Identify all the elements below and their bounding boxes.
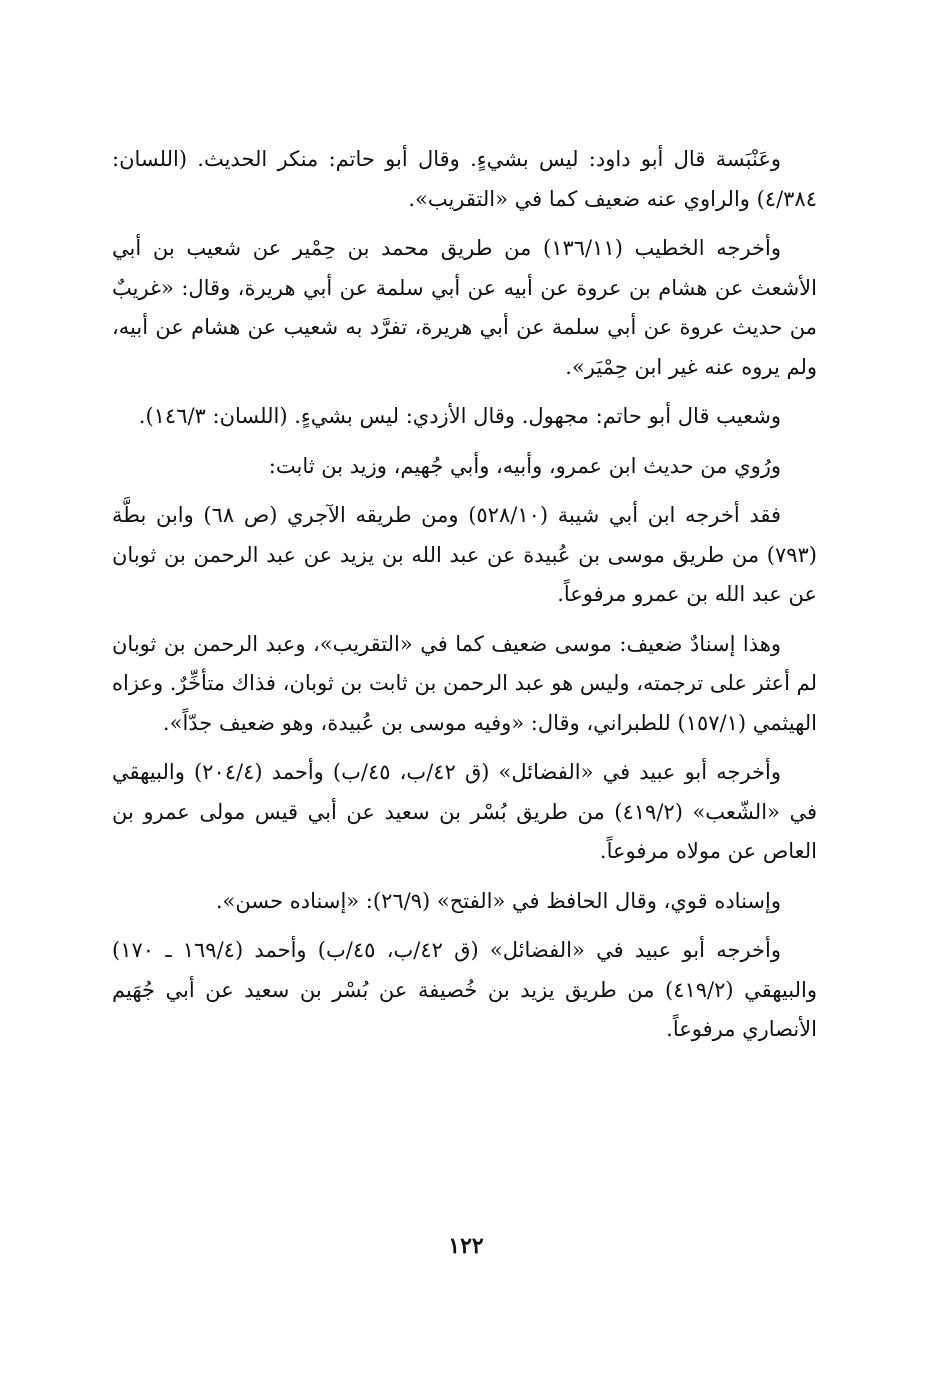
paragraph-4: ورُوي من حديث ابن عمرو، وأبيه، وأبي جُهيم، وزيد بن ثابت: bbox=[268, 453, 781, 478]
page-number: ١٢٢ bbox=[448, 1233, 484, 1259]
paragraph-7: وأخرجه أبو عبيد في «الفضائل» (ق ٤٢/ب، ٤٥/ب) وأحمد (٢٠٤/٤) والبيهقي في «الشّعب» (٤١٩/٢) من طريق بُسْر بن سعيد عن أبي قيس مولى عمرو بن العاص عن مولاه مرفوعاً. bbox=[112, 760, 817, 863]
paragraph-5: فقد أخرجه ابن أبي شيبة (٥٢٨/١٠) ومن طريقه الآجري (ص ٦٨) وابن بطَّة (٧٩٣) من طريق موسى بن عُبيدة عن عبد الله بن يزيد عن عبد الرحمن بن ثوبان عن عبد الله بن عمرو مرفوعاً. bbox=[112, 503, 817, 606]
paragraph-6: وهذا إسنادٌ ضعيف: موسى ضعيف كما في «التقريب»، وعبد الرحمن بن ثوبان لم أعثر على ترجمته، وليس هو عبد الرحمن بن ثابت بن ثوبان، فذاك متأخِّرٌ. وعزاه الهيثمي (١٥٧/١) للطبراني، وقال: «وفيه موسى بن عُبيدة، وهو ضعيف جدّاً». bbox=[112, 631, 817, 735]
paragraph-1: وعَنْبَسة قال أبو داود: ليس بشيءٍ. وقال أبو حاتم: منكر الحديث. (اللسان: ٤/٣٨٤) والراوي عنه ضعيف كما في «التقريب». bbox=[112, 147, 817, 211]
paragraph-3: وشعيب قال أبو حاتم: مجهول. وقال الأزدي: ليس بشيءٍ. (اللسان: ١٤٦/٣). bbox=[138, 404, 781, 428]
page-body bbox=[112, 140, 817, 1060]
paragraph-9: وأخرجه أبو عبيد في «الفضائل» (ق ٤٢/ب، ٤٥/ب) وأحمد (١٦٩/٤ ـ ١٧٠) والبيهقي (٤١٩/٢) من طريق يزيد بن خُصيفة عن بُسْر بن سعيد عن أبي جُهَيم الأنصاري مرفوعاً. bbox=[112, 938, 817, 1041]
paragraph-8: وإسناده قوي، وقال الحافظ في «الفتح» (٢٦/٩): «إسناده حسن». bbox=[215, 888, 781, 913]
paragraph-2: وأخرجه الخطيب (١٣٦/١١) من طريق محمد بن حِمْير عن شعيب بن أبي الأشعث عن هشام بن عروة عن أبيه عن أبي سلمة عن أبي هريرة، وقال: «غريبٌ من حديث عروة عن أبي سلمة عن أبي هريرة، تفرَّد به شعيب عن هشام عن أبيه، ولم يروه عنه غير ابن حِمْيَر». bbox=[112, 236, 817, 379]
